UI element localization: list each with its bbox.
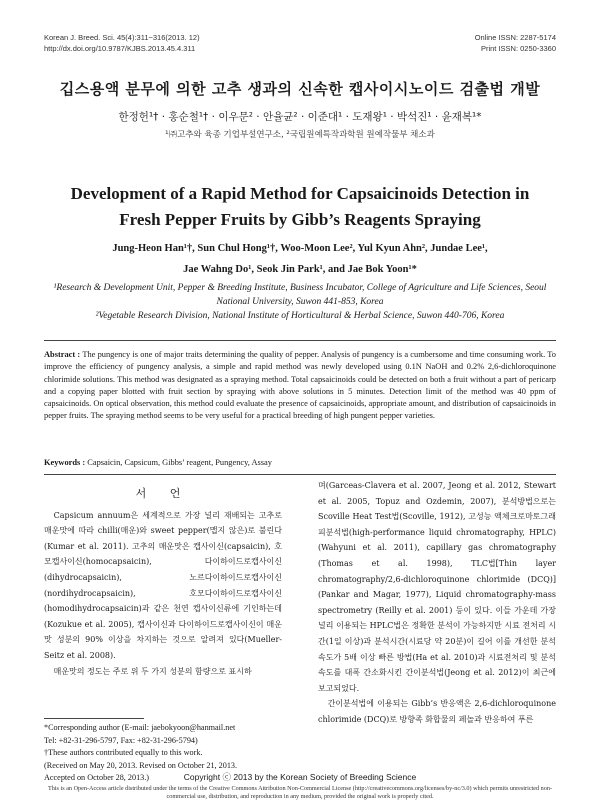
korean-affiliation: ¹㈜고추와 육종 기업부설연구소, ²국립원예특작과학원 원예작물부 채소과	[165, 130, 435, 140]
journal-header	[44, 32, 200, 54]
issn-header	[475, 32, 556, 54]
equal-contribution-note: †These authors contributed equally to this work.	[44, 748, 203, 757]
abstract-top-rule	[44, 340, 556, 341]
journal-citation: Korean J. Breed. Sci. 45(4):311~316(2013. 12)	[44, 33, 200, 42]
body-paragraph: 며(Garceas-Clavera et al. 2007, Jeong et al. 2012, Stewart et al. 2005, Topuz and Ozdemin, 2007), 분석방법으로는 Scoville Heat Test법(Scoville, 1912), 고성능 액체크로마토그래피분석법(high-performance liquid chromatography, HPLC) (Wahyuni et al. 2011), capillary gas chromatography (Thomas et al. 1998), TLC법[Thin layer chromatography/2,6-dichloroquinone chlorimide (DCQ)] (Pankar and Magar, 1977), Liquid chromatography-mass spectrometry (Reilly et al. 2001) 등이 있다. 이들 가운데 가장 널리 이용되는 HPLC법은 정확한 분석이 가능하지만 시료 전처리 시간(1일 이상)과 분석시간(시료당 약 20분)이 길어 이를 개선한 분석속도가 5배 이상 빠른 방법(Ha et al. 2010)과 시료전처리 및 분석속도를 대폭 간소화시킨 간이분석법(Jeong et al. 2012)이 최근에 보고되었다.	[318, 481, 556, 693]
section-heading: 서 언	[135, 487, 191, 500]
english-title-line2: Fresh Pepper Fruits by Gibb’s Reagents Spraying	[119, 210, 481, 229]
english-authors-line1: Jung-Heon Han¹†, Sun Chul Hong¹†, Woo-Moon Lee², Yul Kyun Ahn², Jundae Lee¹,	[112, 243, 488, 254]
body-column-right	[318, 478, 556, 728]
keywords-label: Keywords :	[44, 458, 86, 467]
korean-title: 깁스용액 분무에 의한 고추 생과의 신속한 캡사이시노이드 검출법 개발	[59, 80, 541, 98]
copyright-notice: Copyright ⓒ 2013 by the Korean Society of Breeding Science	[183, 772, 417, 782]
contact-phone: Tel: +82-31-296-5797, Fax: +82-31-296-5794)	[44, 735, 198, 745]
abstract-text: The pungency is one of major traits determining the quality of pepper. Analysis of pungency is a cumbersome and time consuming work. To improve the efficiency of pungency analysis, a simple and rapid method was newly developed using 0.1N NaOH and 0.2% 2,6-dichloroquinone chlorimide solutions. This method was designated as a spraying method. Total capsaicinoids could be detected on both a fruit without a part of pericarp and a copying paper blotted with fruit section by spraying with above solutions in 5 minutes. Detection limit of the method was 40 ppm of capsaicinoids. On optical observation, this method could evaluate the presence of capsaicinoids, appropriate amount, and distribution of capsaicinoids in pepper fruits. The spraying method seems to be very useful for a practical breeding of high pungent pepper varieties.	[44, 350, 556, 421]
keywords	[44, 458, 556, 467]
online-issn: Online ISSN: 2287-5174	[474, 33, 556, 42]
english-affiliation-1: ¹Research & Development Unit, Pepper & Breeding Institute, Business Incubator, College of Agriculture and Life Sciences, Seoul National University, Suwon 441-853, Korea	[53, 283, 547, 307]
print-issn: Print ISSN: 0250-3360	[480, 44, 556, 53]
corresponding-author: *Corresponding author (E-mail: jaebokyoon@hanmail.net	[44, 723, 236, 732]
doi-link[interactable]: http://dx.doi.org/10.9787/KJBS.2013.45.4.311	[44, 44, 196, 53]
keywords-text: Capsaicin, Capsicum, Gibbs’ reagent, Pungency, Assay	[87, 458, 272, 467]
abstract-bottom-rule	[44, 474, 556, 475]
english-affiliations	[50, 281, 550, 323]
korean-authors: 한정헌¹† · 홍순철¹† · 이우문² · 안율균² · 이준대¹ · 도재왕¹ · 박석진¹ · 윤재복¹*	[118, 111, 482, 123]
english-authors-line2: Jae Wahng Do¹, Seok Jin Park¹, and Jae Bok Yoon¹*	[183, 264, 417, 275]
english-affiliation-2: ²Vegetable Research Division, National Institute of Horticultural & Herbal Science, Suwon 440-706, Korea	[95, 311, 505, 321]
abstract-label: Abstract :	[44, 350, 81, 359]
accepted-date: Accepted on October 28, 2013.)	[44, 773, 150, 782]
english-authors	[0, 238, 600, 280]
body-column-left	[44, 478, 282, 679]
license-text: This is an Open-Access article distributed under the terms of the Creative Commons Attribution Non-Commercial License (http://creativecommons.org/licenses/by-nc/3.0) which permits unrestricted non-commercial use, distribution, and reproduction in any medium, provided the original work is properly cited.	[47, 785, 553, 800]
english-title	[0, 181, 600, 233]
abstract	[44, 349, 556, 423]
body-paragraph: Capsicum annuum은 세계적으로 가장 널리 재배되는 고추로 매운맛에 따라 chilli(매운)와 sweet pepper(맵지 않은)로 불린다(Kumar et al. 2011). 고추의 매운맛은 캡사이신(capsaicin), 호모캡사이신(homocapsaicin), 다이하이드로캡사이신(dihydrocapsaicin), 노르다이하이드로캡사이신(nordihydrocapsaicin), 호모다이하이드로캡사이신(homodihydrocapsaicin)과 같은 천연 캡사이신류에 기인하는데(Kozukue et al. 2005), 캡사이신과 다이하이드로캡사이신이 매운맛 성분의 90% 이상을 차지하는 것으로 알려져 있다(Mueller-Seitz et al. 2008).	[44, 510, 282, 660]
body-paragraph: 간이분석법에 이용되는 Gibb’s 반응액은 2,6-dichloroquinone chlorimide (DCQ)로 방향족 화합물의 페놀과 반응하여 푸른	[318, 699, 556, 724]
english-title-line1: Development of a Rapid Method for Capsaicinoids Detection in	[70, 184, 530, 203]
received-date: (Received on May 20, 2013. Revised on October 21, 2013.	[44, 760, 238, 770]
footnote-rule	[44, 718, 144, 719]
body-paragraph: 매운맛의 정도는 주로 위 두 가지 성분의 함량으로 표시하	[53, 666, 252, 676]
